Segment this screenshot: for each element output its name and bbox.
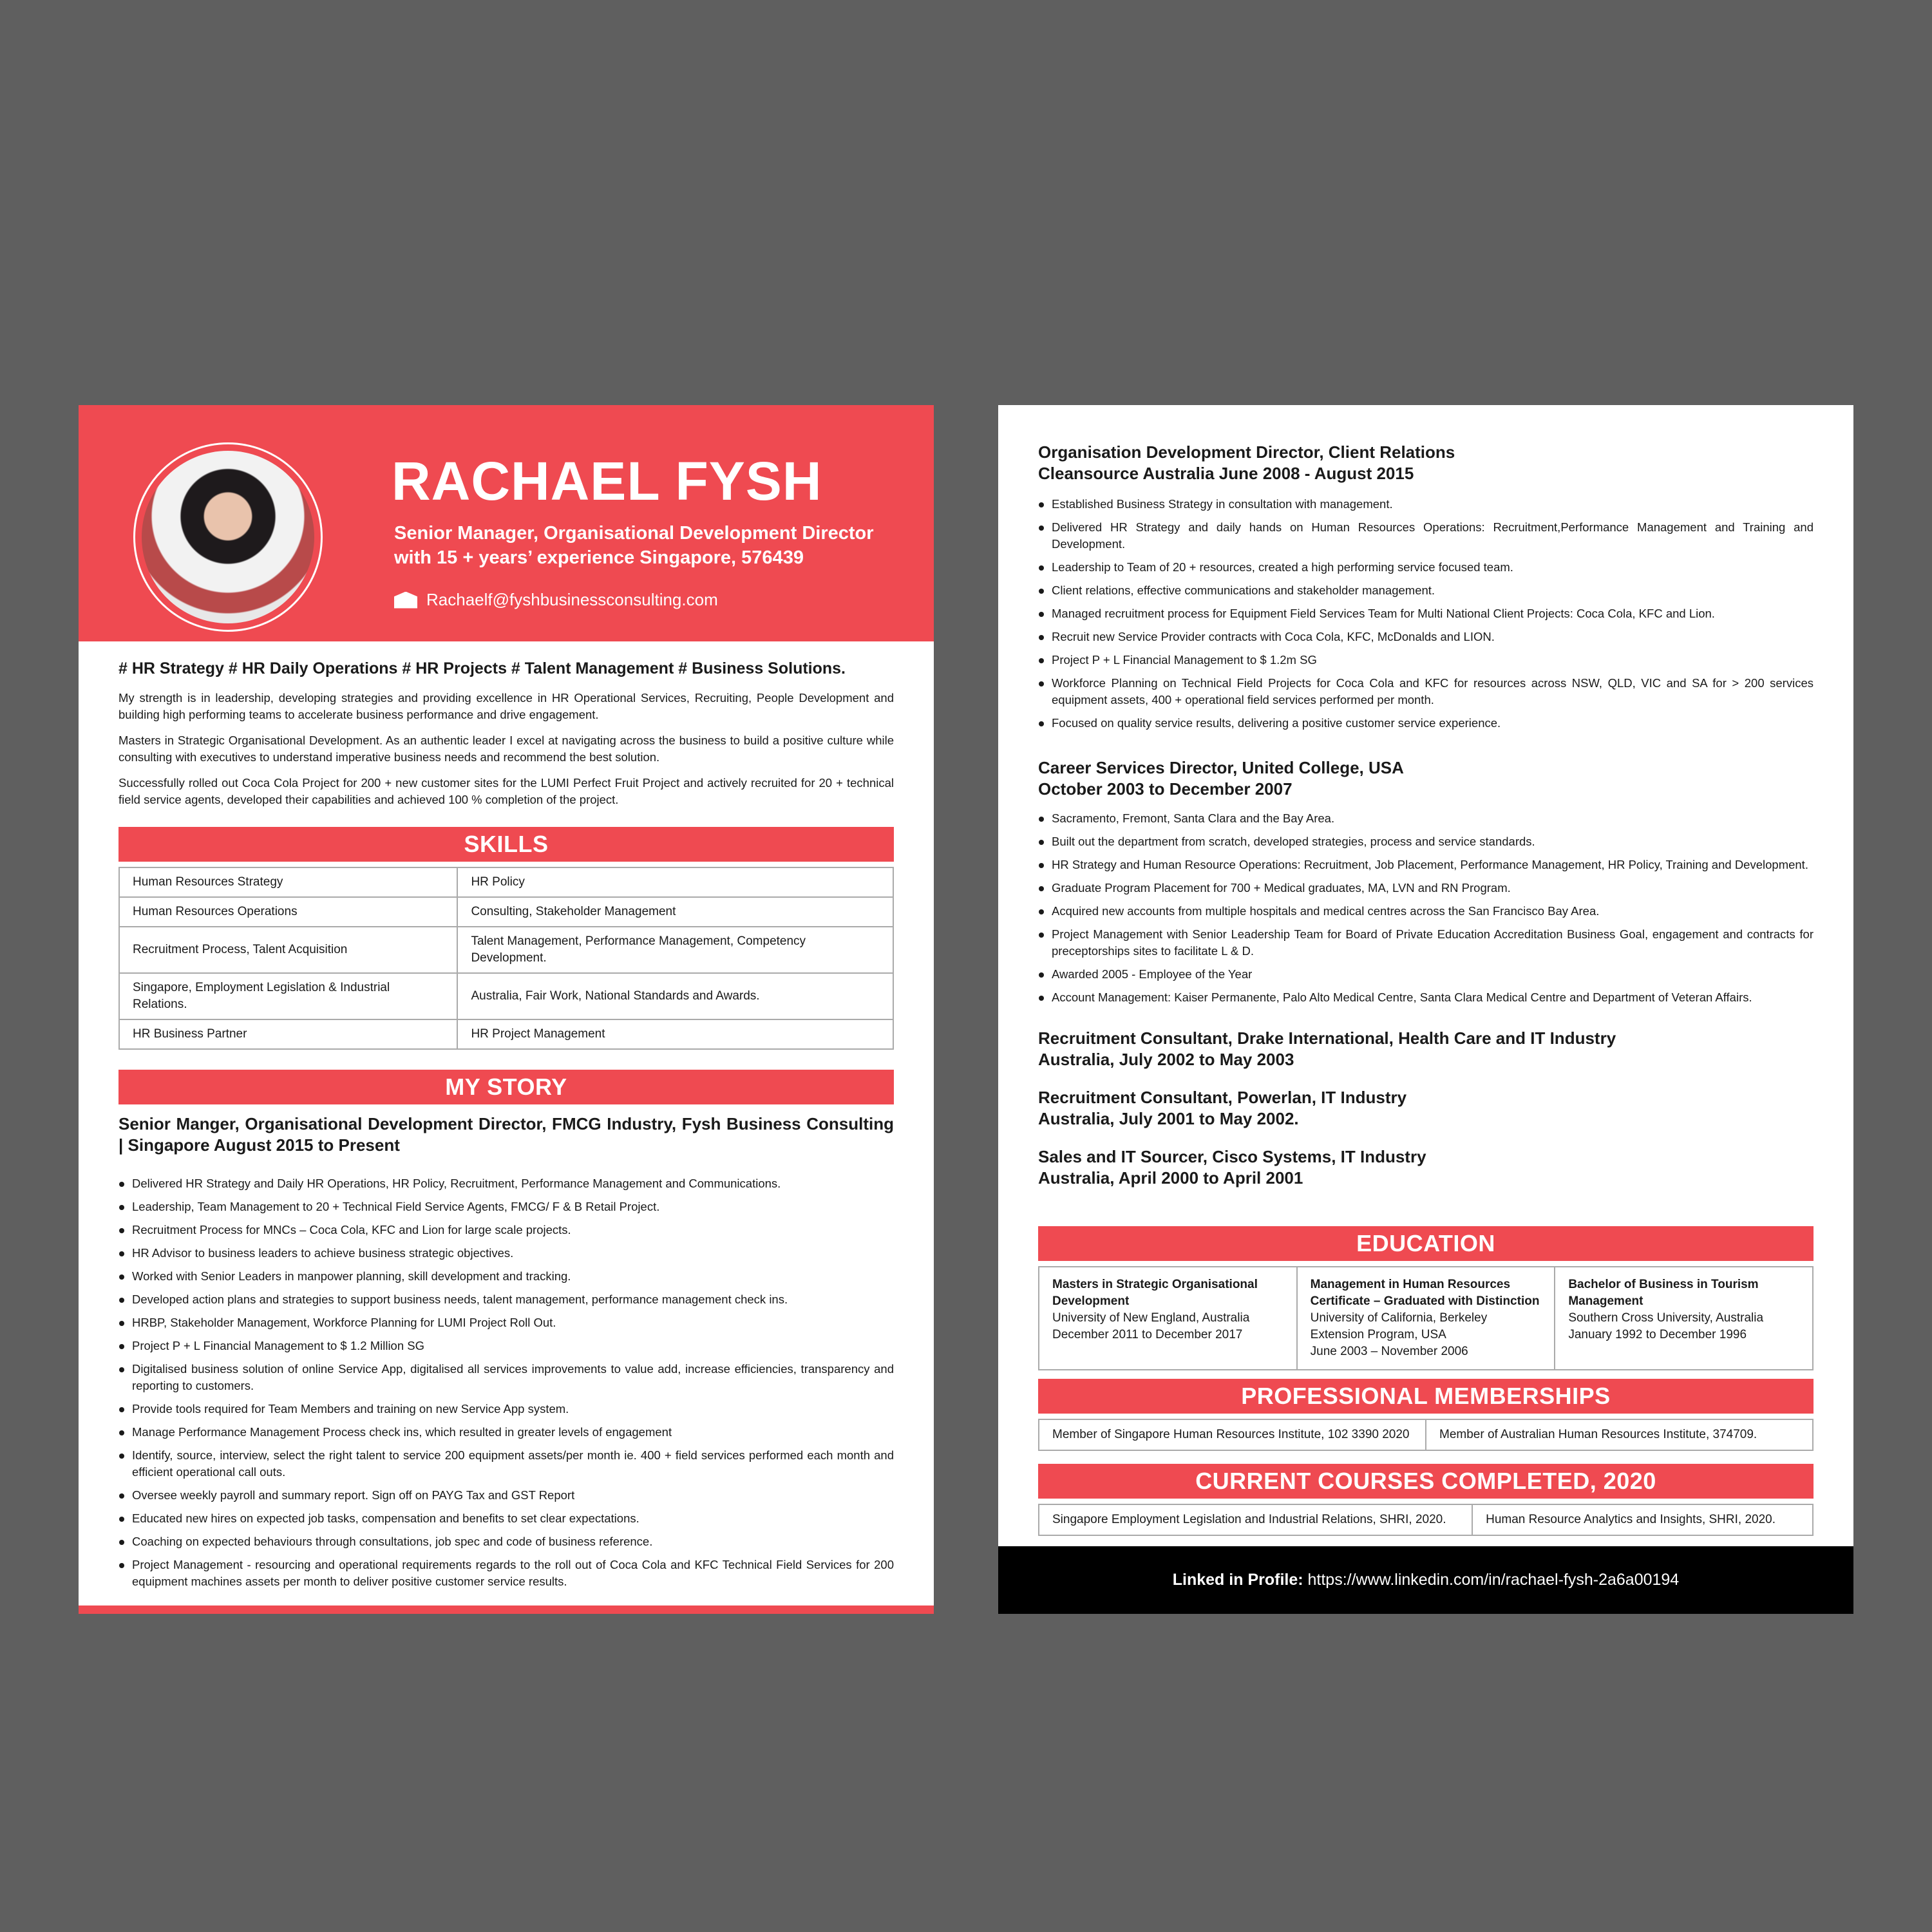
bullet-item: Project Management with Senior Leadership Team for Board of Private Education Accreditation Business Goal, engagement and contracts for preceptorships sites to facilitate L & D.	[1038, 926, 1814, 960]
section-title-story: MY STORY	[118, 1070, 894, 1104]
bullet-item: Recruitment Process for MNCs – Coca Cola, KFC and Lion for large scale projects.	[118, 1222, 894, 1238]
bullet-item: Workforce Planning on Technical Field Projects for Coca Cola and KFC for resources across NSW, QLD, VIC and SA for > 200 services equipment assets, 400 + operational field services performed per month.	[1038, 675, 1814, 708]
linkedin-footer	[998, 1546, 1853, 1614]
bullet-item: Project P + L Financial Management to $ 1.2m SG	[1038, 652, 1814, 668]
bullet-item: Delivered HR Strategy and Daily HR Operations, HR Policy, Recruitment, Performance Management and Communications.	[118, 1175, 894, 1192]
job-dates: Australia, April 2000 to April 2001	[1038, 1168, 1303, 1188]
job-dates: Australia, July 2002 to May 2003	[1038, 1050, 1294, 1069]
bullet-item: Graduate Program Placement for 700 + Medical graduates, MA, LVN and RN Program.	[1038, 880, 1814, 896]
experience-section	[1038, 442, 1814, 1189]
page-bottom-accent	[79, 1605, 934, 1614]
candidate-name: RACHAEL FYSH	[392, 451, 822, 511]
courses-section	[1038, 1464, 1814, 1536]
bullet-item: Built out the department from scratch, developed strategies, process and service standards.	[1038, 833, 1814, 850]
job-dates: Cleansource Australia June 2008 - August 2015	[1038, 464, 1414, 483]
summary-section	[118, 659, 894, 817]
job-title: Recruitment Consultant, Drake International, Health Care and IT Industry	[1038, 1028, 1616, 1048]
candidate-subtitle	[394, 521, 874, 570]
skills-table	[118, 867, 894, 1050]
email-contact[interactable]	[394, 590, 718, 610]
bullet-item: Provide tools required for Team Members and training on new Service App system.	[118, 1401, 894, 1417]
courses-table	[1038, 1504, 1814, 1536]
tagline: # HR Strategy # HR Daily Operations # HR Projects # Talent Management # Business Solutions.	[118, 659, 846, 677]
bullet-item: Recruit new Service Provider contracts with Coca Cola, KFC, McDonalds and LION.	[1038, 629, 1814, 645]
profile-photo	[133, 442, 323, 632]
header-banner	[79, 405, 934, 641]
school: Southern Cross University, Australia	[1568, 1311, 1764, 1325]
job-bullets	[1038, 496, 1814, 732]
dates: December 2011 to December 2017	[1052, 1328, 1243, 1341]
education-cell	[1555, 1267, 1813, 1370]
bullet-item: Oversee weekly payroll and summary report. Sign off on PAYG Tax and GST Report	[118, 1487, 894, 1504]
avatar	[142, 451, 314, 623]
memberships-section	[1038, 1379, 1814, 1451]
bullet-item: Identify, source, interview, select the right talent to service 200 equipment assets/per month ie. 400 + field services performed each month and efficient operational call outs.	[118, 1447, 894, 1481]
resume-page-1	[79, 405, 934, 1614]
skill-cell: Recruitment Process, Talent Acquisition	[119, 927, 457, 973]
section-title-memberships: PROFESSIONAL MEMBERSHIPS	[1038, 1379, 1814, 1414]
envelope-icon	[394, 592, 417, 609]
dates: June 2003 – November 2006	[1310, 1345, 1468, 1358]
skill-cell: HR Policy	[457, 867, 893, 897]
skill-cell: HR Project Management	[457, 1019, 893, 1049]
school: University of California, Berkeley Extension Program, USA	[1310, 1311, 1488, 1341]
bullet-item: Digitalised business solution of online Service App, digitalised all services improvements to value add, increase efficiencies, transparency and reporting to customers.	[118, 1361, 894, 1394]
story-section	[118, 1070, 894, 1596]
job-dates: Australia, July 2001 to May 2002.	[1038, 1109, 1299, 1128]
bullet-item: Educated new hires on expected job tasks, compensation and benefits to set clear expectations.	[118, 1510, 894, 1527]
skill-cell: HR Business Partner	[119, 1019, 457, 1049]
education-cell	[1039, 1267, 1297, 1370]
bullet-item: Sacramento, Fremont, Santa Clara and the Bay Area.	[1038, 810, 1814, 827]
summary-paragraph: Masters in Strategic Organisational Development. As an authentic leader I excel at navigating across the business to build a positive culture while consulting with executives to understand imperative business needs and recommend the best solution.	[118, 734, 894, 764]
bullet-item: Established Business Strategy in consultation with management.	[1038, 496, 1814, 513]
job-title: Sales and IT Sourcer, Cisco Systems, IT Industry	[1038, 1147, 1426, 1166]
story-heading: Senior Manger, Organisational Development Director, FMCG Industry, Fysh Business Consulting | Singapore August 2015 to Present	[118, 1114, 894, 1155]
course-cell: Singapore Employment Legislation and Industrial Relations, SHRI, 2020.	[1039, 1504, 1472, 1535]
job-title: Recruitment Consultant, Powerlan, IT Industry	[1038, 1088, 1407, 1107]
story-bullets	[118, 1175, 894, 1590]
job-title: Organisation Development Director, Client Relations	[1038, 442, 1455, 462]
skill-cell: Talent Management, Performance Management, Competency Development.	[457, 927, 893, 973]
bullet-item: Project P + L Financial Management to $ 1.2 Million SG	[118, 1338, 894, 1354]
bullet-item: HRBP, Stakeholder Management, Workforce Planning for LUMI Project Roll Out.	[118, 1314, 894, 1331]
job-dates: October 2003 to December 2007	[1038, 779, 1293, 799]
bullet-item: Focused on quality service results, delivering a positive customer service experience.	[1038, 715, 1814, 732]
skill-cell: Consulting, Stakeholder Management	[457, 897, 893, 927]
job-bullets	[1038, 810, 1814, 1006]
section-title-education: EDUCATION	[1038, 1226, 1814, 1261]
education-section	[1038, 1226, 1814, 1370]
section-title-courses: CURRENT COURSES COMPLETED, 2020	[1038, 1464, 1814, 1499]
summary-paragraph: Successfully rolled out Coca Cola Project for 200 + new customer sites for the LUMI Perfect Fruit Project and actively recruited for 20 + technical field service agents, developed their capabilities and achieved 100 % completion of the project.	[118, 776, 894, 806]
education-cell	[1297, 1267, 1555, 1370]
subtitle-line-1: Senior Manager, Organisational Development Director	[394, 523, 874, 544]
degree: Bachelor of Business in Tourism Management	[1568, 1278, 1759, 1308]
membership-cell: Member of Australian Human Resources Institute, 374709.	[1426, 1419, 1813, 1450]
bullet-item: Managed recruitment process for Equipment Field Services Team for Multi National Client Projects: Coca Cola, KFC and Lion.	[1038, 605, 1814, 622]
job-title: Career Services Director, United College, USA	[1038, 758, 1404, 777]
linkedin-label: Linked in Profile:	[1172, 1571, 1303, 1589]
bullet-item: Account Management: Kaiser Permanente, Palo Alto Medical Centre, Santa Clara Medical Centre and Department of Veteran Affairs.	[1038, 989, 1814, 1006]
skill-cell: Australia, Fair Work, National Standards and Awards.	[457, 973, 893, 1019]
bullet-item: Manage Performance Management Process check ins, which resulted in greater levels of engagement	[118, 1424, 894, 1441]
degree: Masters in Strategic Organisational Development	[1052, 1278, 1258, 1308]
bullet-item: Worked with Senior Leaders in manpower planning, skill development and tracking.	[118, 1268, 894, 1285]
degree: Management in Human Resources Certificate – Graduated with Distinction	[1310, 1278, 1540, 1308]
membership-cell: Member of Singapore Human Resources Institute, 102 3390 2020	[1039, 1419, 1426, 1450]
bullet-item: Awarded 2005 - Employee of the Year	[1038, 966, 1814, 983]
section-title-skills: SKILLS	[118, 827, 894, 862]
summary-paragraph: My strength is in leadership, developing strategies and providing excellence in HR Operational Services, Recruiting, People Development and building high performing teams to accelerate business performance and drive engagement.	[118, 691, 894, 721]
bullet-item: Coaching on expected behaviours through consultations, job spec and code of business reference.	[118, 1533, 894, 1550]
dates: January 1992 to December 1996	[1568, 1328, 1747, 1341]
memberships-table	[1038, 1419, 1814, 1451]
skill-cell: Singapore, Employment Legislation & Industrial Relations.	[119, 973, 457, 1019]
bullet-item: Leadership, Team Management to 20 + Technical Field Service Agents, FMCG/ F & B Retail Project.	[118, 1198, 894, 1215]
school: University of New England, Australia	[1052, 1311, 1250, 1325]
resume-page-2	[998, 405, 1853, 1614]
bullet-item: Leadership to Team of 20 + resources, created a high performing service focused team.	[1038, 559, 1814, 576]
bullet-item: Developed action plans and strategies to support business needs, talent management, performance management check ins.	[118, 1291, 894, 1308]
skill-cell: Human Resources Operations	[119, 897, 457, 927]
bullet-item: Delivered HR Strategy and daily hands on Human Resources Operations: Recruitment,Performance Management and Training and Development.	[1038, 519, 1814, 553]
email-link[interactable]: Rachaelf@fyshbusinessconsulting.com	[426, 590, 718, 609]
linkedin-link[interactable]: https://www.linkedin.com/in/rachael-fysh-2a6a00194	[1307, 1571, 1680, 1589]
bullet-item: HR Strategy and Human Resource Operations: Recruitment, Job Placement, Performance Management, HR Policy, Training and Development.	[1038, 857, 1814, 873]
course-cell: Human Resource Analytics and Insights, SHRI, 2020.	[1472, 1504, 1813, 1535]
bullet-item: HR Advisor to business leaders to achieve business strategic objectives.	[118, 1245, 894, 1262]
skill-cell: Human Resources Strategy	[119, 867, 457, 897]
bullet-item: Project Management - resourcing and operational requirements regards to the roll out of Coca Cola and KFC Technical Field Services for 200 equipment machines assets per month to deliver positive customer service results.	[118, 1557, 894, 1590]
skills-section	[118, 827, 894, 1050]
bullet-item: Acquired new accounts from multiple hospitals and medical centres across the San Francisco Bay Area.	[1038, 903, 1814, 920]
bullet-item: Client relations, effective communications and stakeholder management.	[1038, 582, 1814, 599]
subtitle-line-2: with 15 + years’ experience Singapore, 576439	[394, 547, 804, 568]
education-table	[1038, 1266, 1814, 1370]
